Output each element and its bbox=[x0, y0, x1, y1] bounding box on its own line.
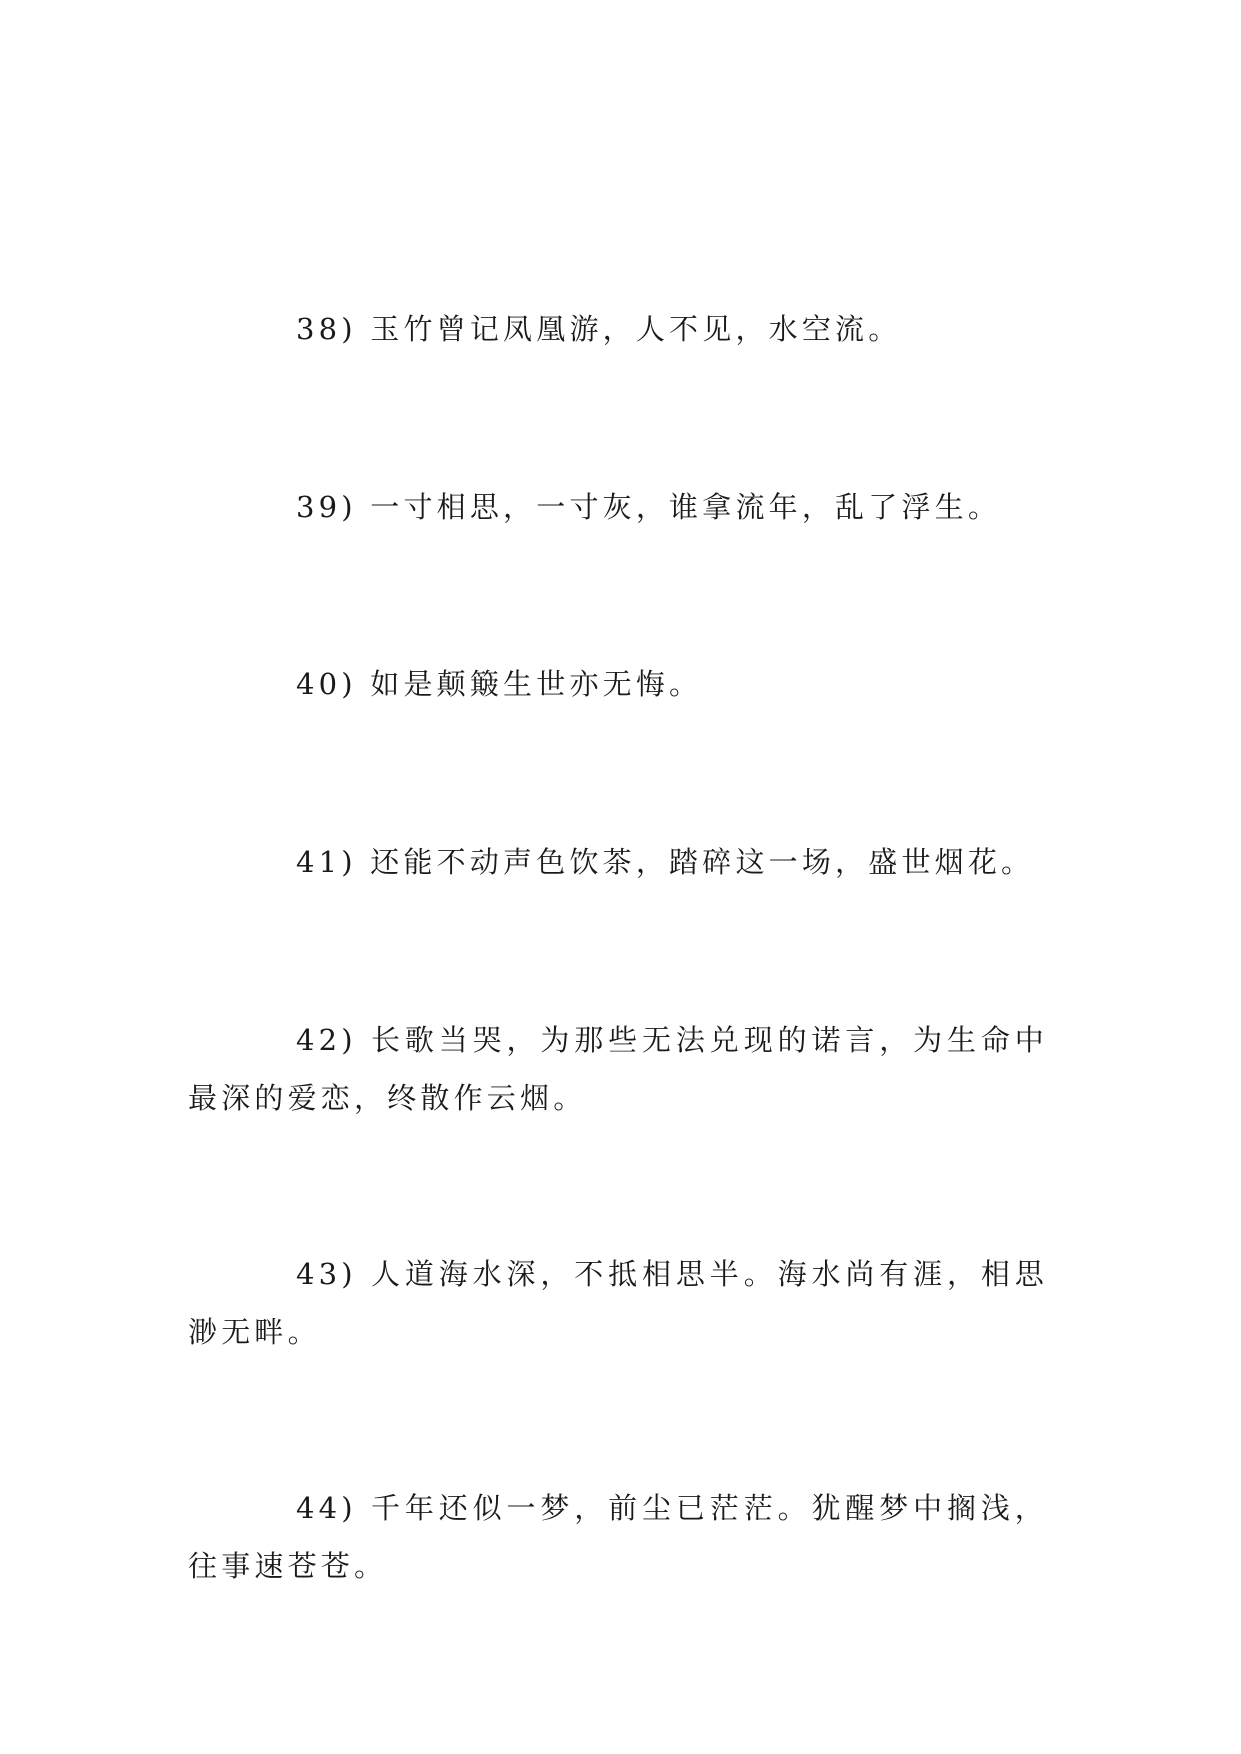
paragraph-39 bbox=[188, 478, 1048, 536]
item-number: 39) bbox=[296, 490, 357, 524]
paragraph-38 bbox=[188, 300, 1048, 358]
paragraph-43 bbox=[188, 1245, 1048, 1361]
paragraph-44 bbox=[188, 1479, 1048, 1595]
item-text: 长歌当哭，为那些无法兑现的诺言，为生命中最深的爱恋，终散作云烟。 bbox=[188, 1023, 1048, 1115]
paragraph-40 bbox=[188, 655, 1048, 713]
paragraph-42 bbox=[188, 1011, 1048, 1127]
item-text: 还能不动声色饮茶，踏碎这一场，盛世烟花。 bbox=[370, 845, 1035, 879]
item-number: 44) bbox=[296, 1491, 357, 1525]
item-text: 一寸相思，一寸灰，谁拿流年，乱了浮生。 bbox=[370, 490, 1002, 524]
item-text: 人道海水深，不抵相思半。海水尚有涯，相思渺无畔。 bbox=[188, 1257, 1048, 1349]
item-text: 玉竹曾记凤凰游，人不见，水空流。 bbox=[370, 312, 902, 346]
item-text: 千年还似一梦，前尘已茫茫。犹醒梦中搁浅，往事速苍苍。 bbox=[188, 1491, 1048, 1583]
item-number: 38) bbox=[296, 312, 357, 346]
item-text: 如是颠簸生世亦无悔。 bbox=[370, 667, 703, 701]
paragraph-41 bbox=[188, 833, 1048, 891]
item-number: 40) bbox=[296, 667, 357, 701]
item-number: 42) bbox=[296, 1023, 357, 1057]
item-number: 43) bbox=[296, 1257, 357, 1291]
item-number: 41) bbox=[296, 845, 357, 879]
